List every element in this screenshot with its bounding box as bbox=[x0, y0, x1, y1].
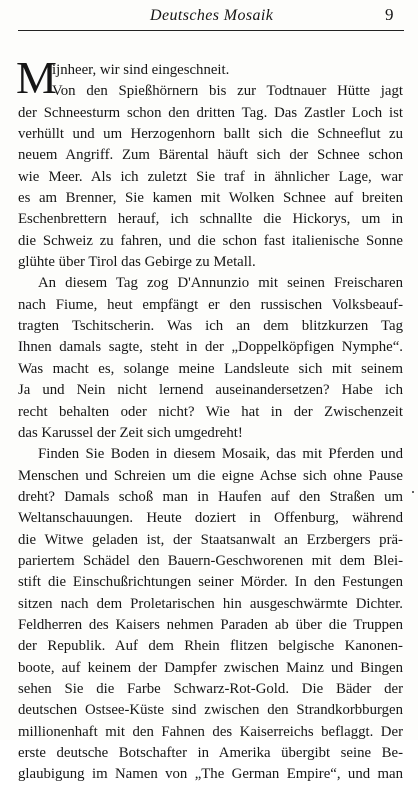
text-line: An diesem Tag zog D'Annunzio mit seinen Freischaren bbox=[38, 275, 403, 292]
text-line: Finden Sie Boden in diesem Mosaik, das mit Pferden und bbox=[38, 446, 403, 463]
text-line: Feldherren des Kaisers nehmen Paraden ab über die Truppen bbox=[18, 616, 403, 633]
text-line: verhüllt und um Herzogenhorn ballt sich die Schneeflut zu bbox=[18, 126, 403, 143]
page-number: 9 bbox=[385, 5, 394, 24]
text-line: millionenhaft mit den Fahnen des Kaiserreichs beflaggt. Der bbox=[18, 723, 403, 740]
text-line: es am Brenner, Sie kamen mit Wolken Schnee auf breiten bbox=[18, 190, 403, 207]
text-line: Von den Spießhörnern bis zur Todtnauer Hütte jagt bbox=[52, 83, 403, 100]
text-line: Menschen und Schreien um die eigne Achse sich ohne Pause bbox=[18, 467, 403, 484]
text-line: Ihnen damals sagte, steht in der „Doppelköpfigen Nymphe“. bbox=[18, 339, 403, 356]
text-line: glaubigung im Namen von „The German Empire“, und man bbox=[18, 766, 403, 783]
text-line: die Witwe geladen ist, der Staatsanwalt an Erzbergers prä- bbox=[18, 531, 403, 548]
text-line: das Karussel der Zeit sich umgedreht! bbox=[18, 424, 243, 441]
text-line: glühte über Tirol das Gebirge zu Metall. bbox=[18, 254, 256, 271]
running-head: Deutsches Mosaik bbox=[150, 7, 274, 24]
text-line: wie Meer. Als ich zuletzt Sie traf in ähnlicher Lage, war bbox=[18, 168, 403, 185]
body-text bbox=[18, 60, 403, 786]
text-line: recht behalten oder nicht? Wie hat in der Zwischenzeit bbox=[18, 403, 403, 420]
text-line: deutschen Ostsee-Küste sind zwischen den Strandkorbburgen bbox=[18, 702, 403, 719]
text-line: ijnheer, wir sind eingeschneit. bbox=[52, 62, 230, 78]
text-line: sehen Sie die Farbe Schwarz-Rot-Gold. Die Bäder der bbox=[18, 680, 403, 697]
text-line: Ja und Nein nicht lernend auseinandersetzen? Habe ich bbox=[18, 382, 403, 399]
text-line: der Republik. Auf dem Rhein flitzen belgische Kanonen- bbox=[18, 638, 403, 655]
text-line: stift die Einschußrichtungen seiner Mörder. In den Festungen bbox=[18, 574, 403, 591]
page-header bbox=[0, 0, 418, 34]
text-line: Weltanschauungen. Heute doziert in Offenburg, während bbox=[18, 510, 403, 527]
text-line: Eschenbrettern herauf, ich schnallte die Hickorys, um in bbox=[18, 211, 403, 228]
text-line: erste deutsche Botschafter in Amerika übergibt seine Be- bbox=[18, 745, 403, 761]
text-line: der Schneesturm schon den dritten Tag. Das Zastler Loch ist bbox=[18, 104, 403, 121]
text-line: sitzen nach dem Proletarischen hin ausgeschwärmte Dichter. bbox=[18, 595, 403, 612]
text-line: pariertem Schädel den Bauern-Geschworenen mit dem Blei- bbox=[18, 552, 403, 569]
text-line: die Schweiz zu fahren, und die schon fast italienische Sonne bbox=[18, 232, 403, 249]
text-line: neuem Angriff. Zum Bärental häuft sich der Schnee schon bbox=[18, 147, 403, 164]
text-line: dreht? Damals schoß man in Haufen auf den Straßen um bbox=[18, 488, 403, 505]
text-line: tragten Tschitscherin. Was ich an dem blitzkurzen Tag bbox=[18, 318, 403, 335]
text-line: nach Fiume, heut empfängt er den russischen Volksbeauf- bbox=[18, 296, 403, 313]
text-line: Was macht es, solange meine Landsleute sich mit seinem bbox=[18, 360, 403, 377]
header-rule bbox=[18, 30, 404, 31]
margin-speck bbox=[412, 491, 414, 493]
text-line: boote, auf keinem der Dampfer zwischen Mainz und Bingen bbox=[18, 659, 403, 676]
drop-cap: M bbox=[16, 52, 57, 103]
